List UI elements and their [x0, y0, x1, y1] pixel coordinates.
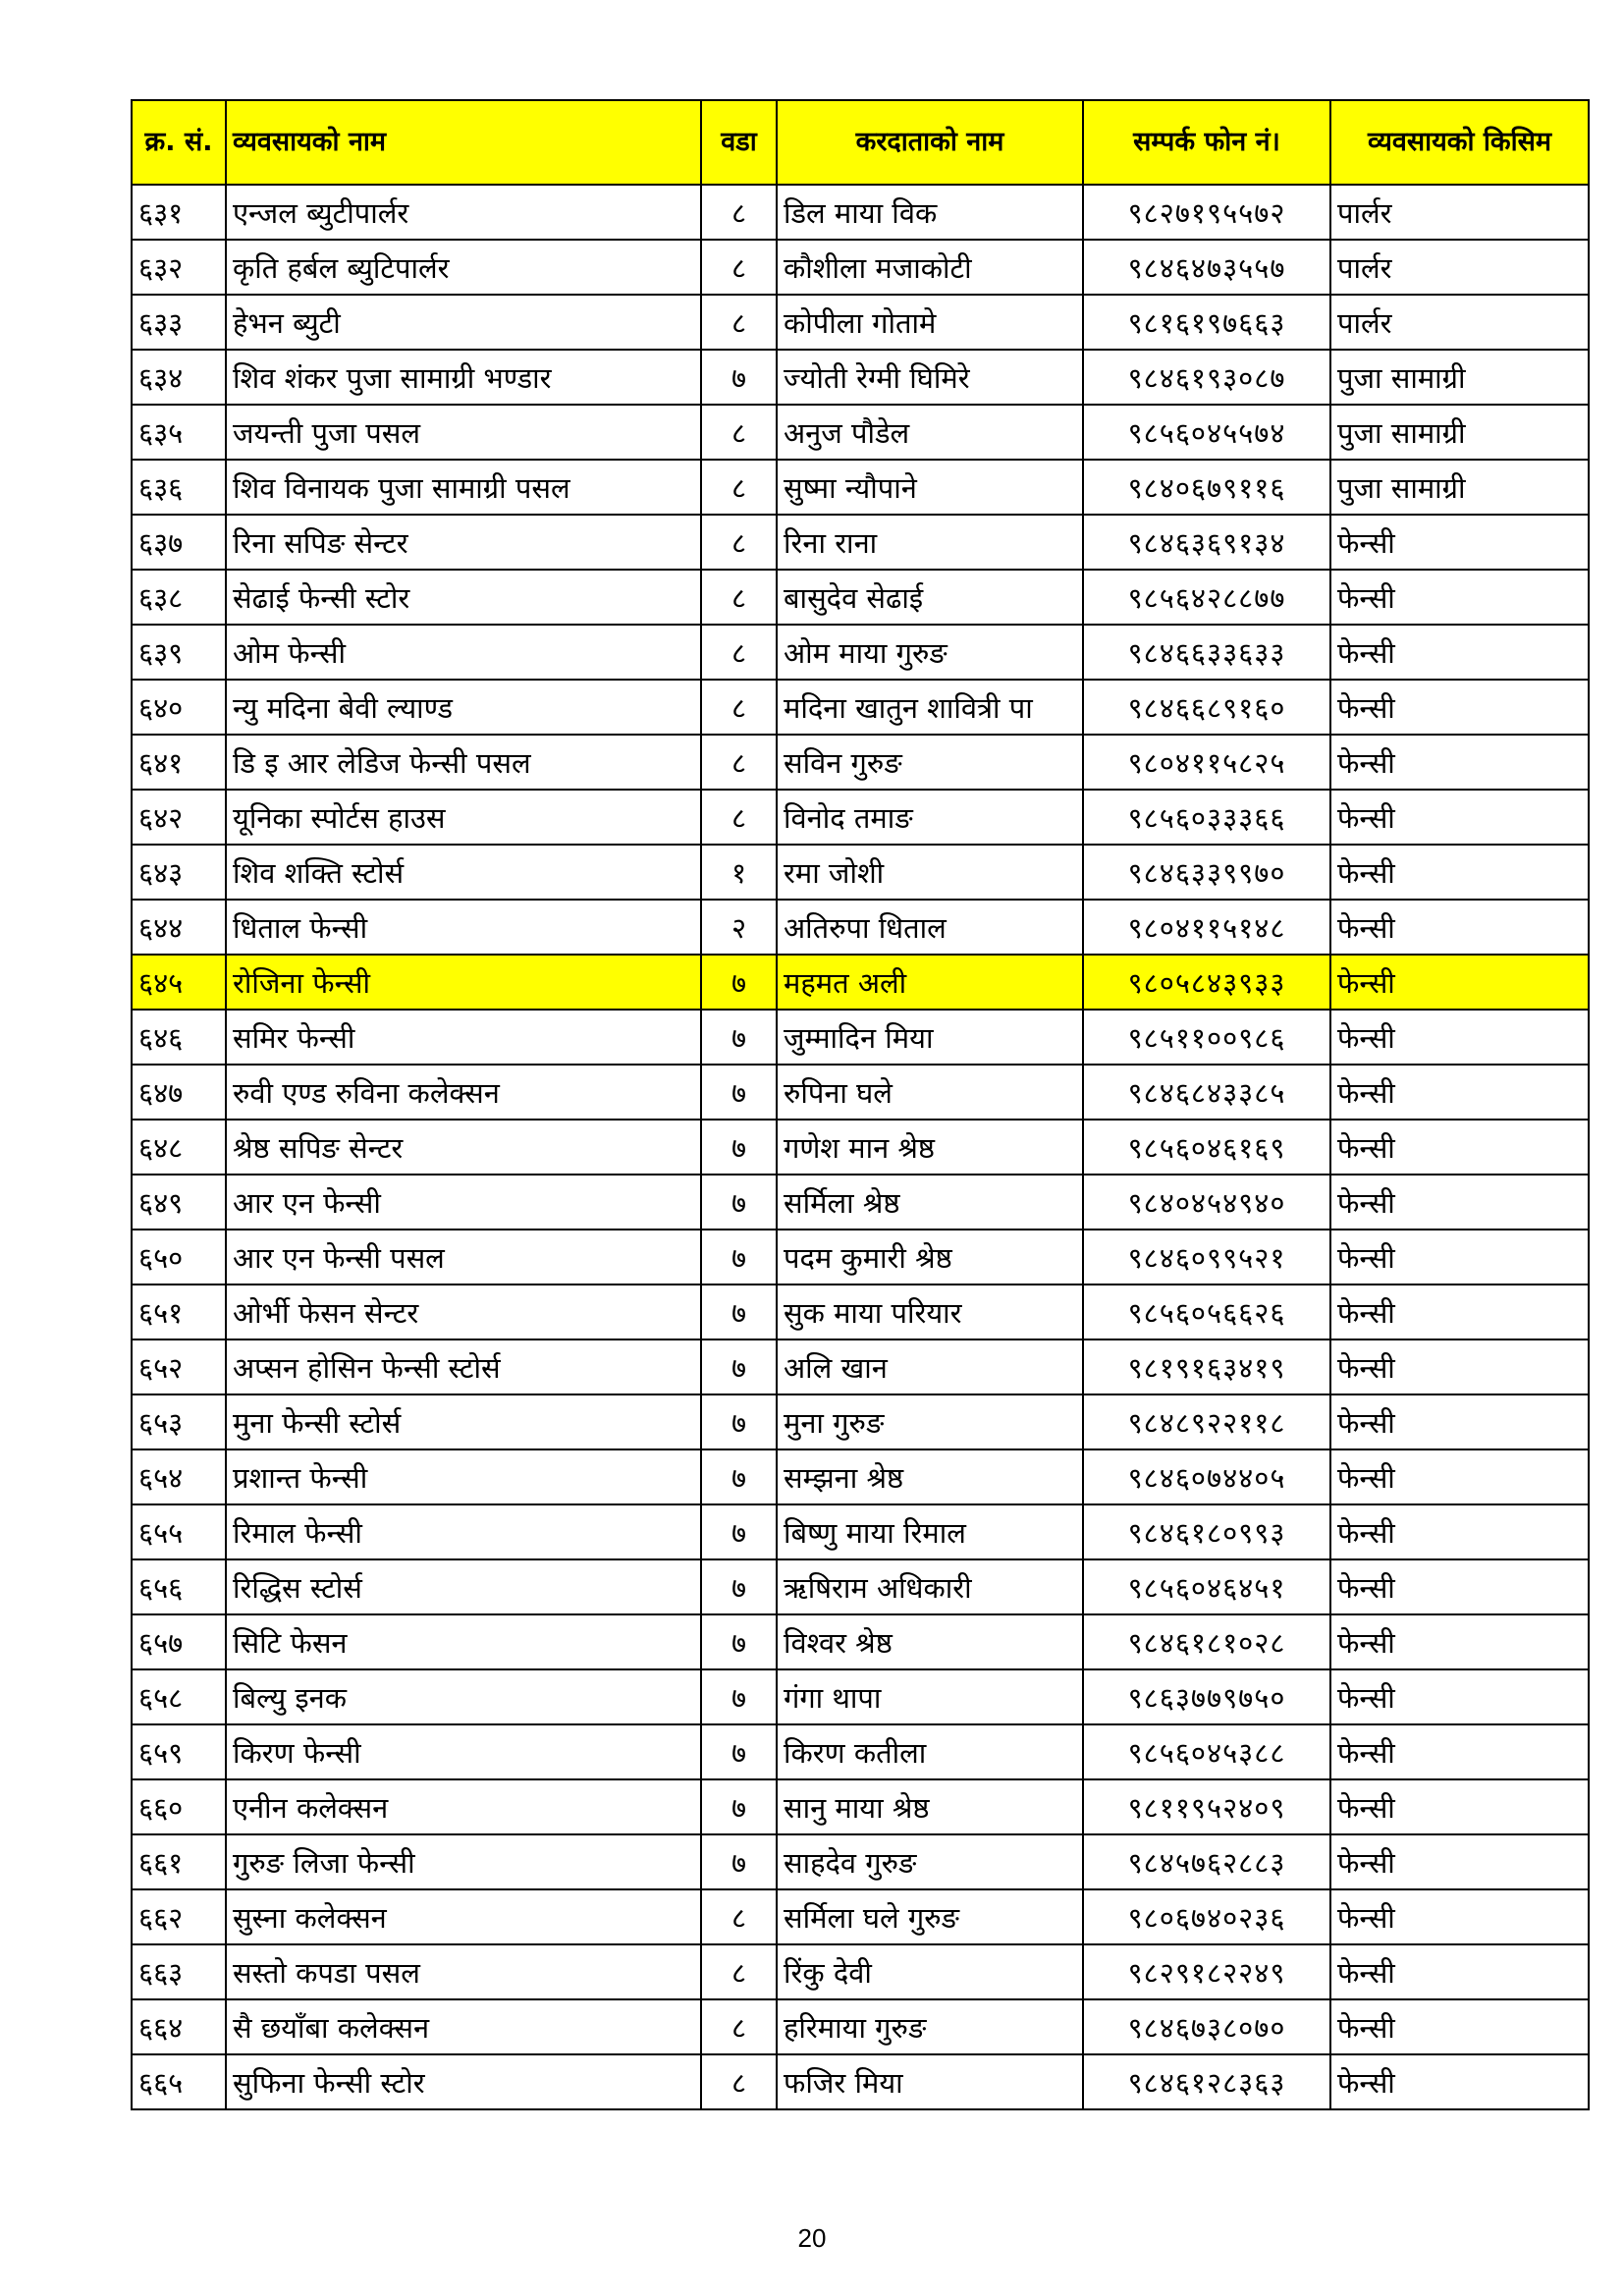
cell-serial-number: ६६३ — [132, 1944, 226, 1999]
header-contact-phone: सम्पर्क फोन नं। — [1083, 100, 1330, 185]
cell-ward: ८ — [701, 790, 777, 845]
cell-business-name: श्रेष्ठ सपिङ सेन्टर — [226, 1120, 701, 1175]
cell-business-name: सस्तो कपडा पसल — [226, 1944, 701, 1999]
cell-business-name: शिव शक्ति स्टोर्स — [226, 845, 701, 900]
cell-ward: ७ — [701, 350, 777, 405]
cell-business-type: पुजा सामाग्री — [1330, 350, 1589, 405]
cell-ward: ८ — [701, 2054, 777, 2109]
cell-business-name: न्यु मदिना बेवी ल्याण्ड — [226, 680, 701, 735]
cell-taxpayer-name: अतिरुपा धिताल — [777, 900, 1083, 955]
cell-contact-phone: ९८४०४५४९४० — [1083, 1175, 1330, 1230]
cell-contact-phone: ९८५६४२८८७७ — [1083, 570, 1330, 625]
cell-contact-phone: ९८०४११५८२५ — [1083, 735, 1330, 790]
table-row — [132, 1669, 1589, 1724]
cell-contact-phone: ९८४६०९९५२१ — [1083, 1230, 1330, 1285]
cell-serial-number: ६३३ — [132, 295, 226, 350]
cell-business-type: फेन्सी — [1330, 1834, 1589, 1889]
cell-business-type: फेन्सी — [1330, 955, 1589, 1010]
cell-ward: ८ — [701, 1889, 777, 1944]
cell-business-type: फेन्सी — [1330, 1559, 1589, 1614]
cell-ward: ७ — [701, 1394, 777, 1449]
cell-contact-phone: ९८४६१९३०८७ — [1083, 350, 1330, 405]
cell-ward: ७ — [701, 1504, 777, 1559]
cell-taxpayer-name: अनुज पौडेल — [777, 405, 1083, 460]
cell-business-name: रिद्धिस स्टोर्स — [226, 1559, 701, 1614]
cell-serial-number: ६६१ — [132, 1834, 226, 1889]
cell-taxpayer-name: रुपिना घले — [777, 1065, 1083, 1120]
cell-contact-phone: ९८४६४७३५५७ — [1083, 240, 1330, 295]
table-row — [132, 1394, 1589, 1449]
cell-taxpayer-name: ओम माया गुरुङ — [777, 625, 1083, 680]
cell-taxpayer-name: बिष्णु माया रिमाल — [777, 1504, 1083, 1559]
cell-contact-phone: ९८४६०७४४०५ — [1083, 1449, 1330, 1504]
cell-business-name: रिमाल फेन्सी — [226, 1504, 701, 1559]
table-row — [132, 1504, 1589, 1559]
cell-taxpayer-name: बासुदेव सेढाई — [777, 570, 1083, 625]
cell-taxpayer-name: कौशीला मजाकोटी — [777, 240, 1083, 295]
cell-taxpayer-name: डिल माया विक — [777, 185, 1083, 240]
table-row — [132, 1339, 1589, 1394]
cell-taxpayer-name: महमत अली — [777, 955, 1083, 1010]
cell-contact-phone: ९८२७१९५५७२ — [1083, 185, 1330, 240]
table-header-row — [132, 100, 1589, 185]
cell-business-type: फेन्सी — [1330, 790, 1589, 845]
cell-contact-phone: ९८०६७४०२३६ — [1083, 1889, 1330, 1944]
cell-ward: ७ — [701, 955, 777, 1010]
cell-serial-number: ६३१ — [132, 185, 226, 240]
header-business-type: व्यवसायको किसिम — [1330, 100, 1589, 185]
cell-serial-number: ६३६ — [132, 460, 226, 515]
cell-taxpayer-name: सम्झना श्रेष्ठ — [777, 1449, 1083, 1504]
cell-contact-phone: ९८४०६७९११६ — [1083, 460, 1330, 515]
cell-taxpayer-name: साहदेव गुरुङ — [777, 1834, 1083, 1889]
cell-business-type: पुजा सामाग्री — [1330, 460, 1589, 515]
cell-business-type: फेन्सी — [1330, 1065, 1589, 1120]
cell-business-name: बिल्यु इनक — [226, 1669, 701, 1724]
cell-serial-number: ६४० — [132, 680, 226, 735]
cell-business-type: फेन्सी — [1330, 845, 1589, 900]
cell-business-name: सिटि फेसन — [226, 1614, 701, 1669]
cell-serial-number: ६४१ — [132, 735, 226, 790]
table-row — [132, 1230, 1589, 1285]
cell-serial-number: ६५६ — [132, 1559, 226, 1614]
cell-business-name: सेढाई फेन्सी स्टोर — [226, 570, 701, 625]
cell-taxpayer-name: फजिर मिया — [777, 2054, 1083, 2109]
cell-business-name: यूनिका स्पोर्टस हाउस — [226, 790, 701, 845]
cell-contact-phone: ९८४६१८१०२८ — [1083, 1614, 1330, 1669]
cell-serial-number: ६६४ — [132, 1999, 226, 2054]
cell-serial-number: ६४२ — [132, 790, 226, 845]
table-row — [132, 1065, 1589, 1120]
cell-ward: ७ — [701, 1339, 777, 1394]
cell-contact-phone: ९८४६३३९९७० — [1083, 845, 1330, 900]
cell-ward: ७ — [701, 1834, 777, 1889]
cell-business-type: फेन्सी — [1330, 1010, 1589, 1065]
cell-serial-number: ६३९ — [132, 625, 226, 680]
cell-serial-number: ६६० — [132, 1779, 226, 1834]
cell-business-type: फेन्सी — [1330, 900, 1589, 955]
cell-serial-number: ६५५ — [132, 1504, 226, 1559]
cell-serial-number: ६४८ — [132, 1120, 226, 1175]
table-row — [132, 1614, 1589, 1669]
table-body — [132, 185, 1589, 2109]
table-row — [132, 1779, 1589, 1834]
cell-serial-number: ६६५ — [132, 2054, 226, 2109]
cell-taxpayer-name: रिंकु देवी — [777, 1944, 1083, 1999]
cell-business-name: आर एन फेन्सी पसल — [226, 1230, 701, 1285]
cell-serial-number: ६५१ — [132, 1285, 226, 1339]
cell-business-name: हेभन ब्युटी — [226, 295, 701, 350]
cell-business-type: फेन्सी — [1330, 1175, 1589, 1230]
cell-contact-phone: ९८०४११५१४८ — [1083, 900, 1330, 955]
cell-taxpayer-name: विनोद तमाङ — [777, 790, 1083, 845]
cell-business-name: ओर्भी फेसन सेन्टर — [226, 1285, 701, 1339]
cell-serial-number: ६४४ — [132, 900, 226, 955]
cell-business-type: फेन्सी — [1330, 515, 1589, 570]
cell-business-name: शिव शंकर पुजा सामाग्री भण्डार — [226, 350, 701, 405]
table-row — [132, 1175, 1589, 1230]
table-row — [132, 1559, 1589, 1614]
cell-business-name: एनीन कलेक्सन — [226, 1779, 701, 1834]
cell-ward: ८ — [701, 515, 777, 570]
cell-ward: ८ — [701, 1944, 777, 1999]
table-row — [132, 1010, 1589, 1065]
table-row — [132, 185, 1589, 240]
cell-business-type: फेन्सी — [1330, 1285, 1589, 1339]
cell-business-name: शिव विनायक पुजा सामाग्री पसल — [226, 460, 701, 515]
cell-ward: ८ — [701, 625, 777, 680]
cell-contact-phone: ९८१६१९७६६३ — [1083, 295, 1330, 350]
cell-taxpayer-name: हरिमाया गुरुङ — [777, 1999, 1083, 2054]
cell-taxpayer-name: गंगा थापा — [777, 1669, 1083, 1724]
cell-business-name: डि इ आर लेडिज फेन्सी पसल — [226, 735, 701, 790]
cell-ward: ८ — [701, 295, 777, 350]
table-row — [132, 680, 1589, 735]
cell-taxpayer-name: कोपीला गोतामे — [777, 295, 1083, 350]
table-row — [132, 1944, 1589, 1999]
cell-business-name: आर एन फेन्सी — [226, 1175, 701, 1230]
cell-serial-number: ६६२ — [132, 1889, 226, 1944]
page-number: 20 — [797, 2223, 827, 2253]
cell-taxpayer-name: रिना राना — [777, 515, 1083, 570]
cell-contact-phone: ९८११९५२४०९ — [1083, 1779, 1330, 1834]
cell-business-name: किरण फेन्सी — [226, 1724, 701, 1779]
cell-ward: ७ — [701, 1065, 777, 1120]
cell-business-type: फेन्सी — [1330, 1669, 1589, 1724]
cell-serial-number: ६५९ — [132, 1724, 226, 1779]
cell-ward: ७ — [701, 1120, 777, 1175]
table-row — [132, 1889, 1589, 1944]
cell-business-type: पार्लर — [1330, 295, 1589, 350]
cell-ward: ८ — [701, 405, 777, 460]
cell-business-name: प्रशान्त फेन्सी — [226, 1449, 701, 1504]
cell-contact-phone: ९८४६१८०९९३ — [1083, 1504, 1330, 1559]
cell-ward: ८ — [701, 570, 777, 625]
cell-ward: ७ — [701, 1449, 777, 1504]
cell-taxpayer-name: पदम कुमारी श्रेष्ठ — [777, 1230, 1083, 1285]
cell-business-name: एन्जल ब्युटीपार्लर — [226, 185, 701, 240]
table-row — [132, 900, 1589, 955]
cell-serial-number: ६५० — [132, 1230, 226, 1285]
cell-business-name: सै छयाँबा कलेक्सन — [226, 1999, 701, 2054]
cell-business-name: गुरुङ लिजा फेन्सी — [226, 1834, 701, 1889]
table-row — [132, 790, 1589, 845]
header-business-name: व्यवसायको नाम — [226, 100, 701, 185]
cell-contact-phone: ९८४६६३३६३३ — [1083, 625, 1330, 680]
cell-business-name: कृति हर्बल ब्युटिपार्लर — [226, 240, 701, 295]
cell-business-type: फेन्सी — [1330, 1394, 1589, 1449]
cell-ward: ७ — [701, 1724, 777, 1779]
cell-ward: ८ — [701, 1999, 777, 2054]
table-row — [132, 1285, 1589, 1339]
table-row — [132, 1120, 1589, 1175]
cell-ward: ७ — [701, 1010, 777, 1065]
cell-taxpayer-name: किरण कतीला — [777, 1724, 1083, 1779]
cell-contact-phone: ९८१९१६३४१९ — [1083, 1339, 1330, 1394]
cell-contact-phone: ९८५६०४६१६९ — [1083, 1120, 1330, 1175]
cell-business-type: फेन्सी — [1330, 1504, 1589, 1559]
cell-business-type: फेन्सी — [1330, 1889, 1589, 1944]
cell-contact-phone: ९८६३७७९७५० — [1083, 1669, 1330, 1724]
cell-business-name: मुना फेन्सी स्टोर्स — [226, 1394, 701, 1449]
cell-contact-phone: ९८२९१८२२४९ — [1083, 1944, 1330, 1999]
cell-taxpayer-name: ज्योती रेग्मी घिमिरे — [777, 350, 1083, 405]
cell-ward: ७ — [701, 1614, 777, 1669]
cell-contact-phone: ९८५६०४५३८८ — [1083, 1724, 1330, 1779]
cell-taxpayer-name: अलि खान — [777, 1339, 1083, 1394]
cell-business-type: फेन्सी — [1330, 1120, 1589, 1175]
cell-contact-phone: ९८४८९२२११८ — [1083, 1394, 1330, 1449]
cell-business-type: फेन्सी — [1330, 1614, 1589, 1669]
cell-ward: ८ — [701, 680, 777, 735]
cell-business-type: फेन्सी — [1330, 625, 1589, 680]
cell-taxpayer-name: रमा जोशी — [777, 845, 1083, 900]
header-serial-number: क्र. सं. — [132, 100, 226, 185]
cell-taxpayer-name: सर्मिला श्रेष्ठ — [777, 1175, 1083, 1230]
cell-business-name: रिना सपिङ सेन्टर — [226, 515, 701, 570]
cell-taxpayer-name: विश्वर श्रेष्ठ — [777, 1614, 1083, 1669]
cell-serial-number: ६३८ — [132, 570, 226, 625]
cell-ward: ७ — [701, 1779, 777, 1834]
cell-business-name: जयन्ती पुजा पसल — [226, 405, 701, 460]
cell-taxpayer-name: सानु माया श्रेष्ठ — [777, 1779, 1083, 1834]
cell-contact-phone: ९८५११००९८६ — [1083, 1010, 1330, 1065]
cell-serial-number: ६५४ — [132, 1449, 226, 1504]
cell-business-name: समिर फेन्सी — [226, 1010, 701, 1065]
cell-contact-phone: ९८४५७६२८८३ — [1083, 1834, 1330, 1889]
cell-contact-phone: ९८४६३६९१३४ — [1083, 515, 1330, 570]
cell-contact-phone: ९८४६८४३३८५ — [1083, 1065, 1330, 1120]
business-register-table — [131, 99, 1590, 2110]
cell-ward: ७ — [701, 1175, 777, 1230]
cell-business-type: फेन्सी — [1330, 570, 1589, 625]
cell-business-type: पुजा सामाग्री — [1330, 405, 1589, 460]
cell-contact-phone: ९८०५८४३९३३ — [1083, 955, 1330, 1010]
cell-ward: ८ — [701, 240, 777, 295]
cell-ward: १ — [701, 845, 777, 900]
cell-ward: ७ — [701, 1285, 777, 1339]
table-row — [132, 1724, 1589, 1779]
cell-serial-number: ६५७ — [132, 1614, 226, 1669]
cell-ward: ७ — [701, 1669, 777, 1724]
cell-business-type: फेन्सी — [1330, 1944, 1589, 1999]
cell-serial-number: ६४५ — [132, 955, 226, 1010]
cell-taxpayer-name: गणेश मान श्रेष्ठ — [777, 1120, 1083, 1175]
table-row — [132, 2054, 1589, 2109]
cell-taxpayer-name: जुम्मादिन मिया — [777, 1010, 1083, 1065]
cell-ward: ८ — [701, 735, 777, 790]
cell-taxpayer-name: मुना गुरुङ — [777, 1394, 1083, 1449]
table-row — [132, 1449, 1589, 1504]
cell-business-type: फेन्सी — [1330, 680, 1589, 735]
cell-contact-phone: ९८४६१२८३६३ — [1083, 2054, 1330, 2109]
cell-serial-number: ६४९ — [132, 1175, 226, 1230]
table-row — [132, 1999, 1589, 2054]
cell-taxpayer-name: ऋषिराम अधिकारी — [777, 1559, 1083, 1614]
cell-business-type: फेन्सी — [1330, 1230, 1589, 1285]
cell-serial-number: ६४७ — [132, 1065, 226, 1120]
cell-business-name: ओम फेन्सी — [226, 625, 701, 680]
cell-contact-phone: ९८४६६८९१६० — [1083, 680, 1330, 735]
cell-business-name: सुफिना फेन्सी स्टोर — [226, 2054, 701, 2109]
table-row — [132, 955, 1589, 1010]
cell-contact-phone: ९८५६०३३३६६ — [1083, 790, 1330, 845]
cell-contact-phone: ९८४६७३८०७० — [1083, 1999, 1330, 2054]
cell-business-type: फेन्सी — [1330, 1339, 1589, 1394]
cell-serial-number: ६३५ — [132, 405, 226, 460]
cell-business-name: रुवी एण्ड रुविना कलेक्सन — [226, 1065, 701, 1120]
cell-business-type: फेन्सी — [1330, 1724, 1589, 1779]
table-row — [132, 350, 1589, 405]
cell-business-type: फेन्सी — [1330, 2054, 1589, 2109]
cell-serial-number: ६३४ — [132, 350, 226, 405]
cell-serial-number: ६३७ — [132, 515, 226, 570]
cell-contact-phone: ९८५६०५६६२६ — [1083, 1285, 1330, 1339]
table-row — [132, 1834, 1589, 1889]
cell-business-type: फेन्सी — [1330, 1449, 1589, 1504]
cell-taxpayer-name: सर्मिला घले गुरुङ — [777, 1889, 1083, 1944]
cell-taxpayer-name: सुष्मा न्यौपाने — [777, 460, 1083, 515]
cell-serial-number: ६५२ — [132, 1339, 226, 1394]
table-row — [132, 240, 1589, 295]
cell-taxpayer-name: मदिना खातुन शावित्री पा — [777, 680, 1083, 735]
table-row — [132, 405, 1589, 460]
table-row — [132, 570, 1589, 625]
header-ward: वडा — [701, 100, 777, 185]
cell-business-name: अप्सन होसिन फेन्सी स्टोर्स — [226, 1339, 701, 1394]
header-taxpayer-name: करदाताको नाम — [777, 100, 1083, 185]
cell-business-name: सुस्ना कलेक्सन — [226, 1889, 701, 1944]
cell-ward: ७ — [701, 1230, 777, 1285]
cell-taxpayer-name: सुक माया परियार — [777, 1285, 1083, 1339]
cell-contact-phone: ९८५६०४५५७४ — [1083, 405, 1330, 460]
table-row — [132, 735, 1589, 790]
cell-ward: २ — [701, 900, 777, 955]
cell-serial-number: ६५८ — [132, 1669, 226, 1724]
cell-business-type: फेन्सी — [1330, 735, 1589, 790]
table-row — [132, 625, 1589, 680]
cell-contact-phone: ९८५६०४६४५१ — [1083, 1559, 1330, 1614]
cell-serial-number: ६४६ — [132, 1010, 226, 1065]
table-row — [132, 295, 1589, 350]
cell-ward: ८ — [701, 460, 777, 515]
cell-business-type: फेन्सी — [1330, 1999, 1589, 2054]
cell-serial-number: ६५३ — [132, 1394, 226, 1449]
cell-ward: ८ — [701, 185, 777, 240]
cell-taxpayer-name: सविन गुरुङ — [777, 735, 1083, 790]
cell-business-type: पार्लर — [1330, 185, 1589, 240]
cell-business-name: धिताल फेन्सी — [226, 900, 701, 955]
cell-business-type: पार्लर — [1330, 240, 1589, 295]
cell-business-type: फेन्सी — [1330, 1779, 1589, 1834]
table-row — [132, 845, 1589, 900]
table-row — [132, 460, 1589, 515]
cell-serial-number: ६४३ — [132, 845, 226, 900]
cell-business-name: रोजिना फेन्सी — [226, 955, 701, 1010]
cell-ward: ७ — [701, 1559, 777, 1614]
table-row — [132, 515, 1589, 570]
cell-serial-number: ६३२ — [132, 240, 226, 295]
